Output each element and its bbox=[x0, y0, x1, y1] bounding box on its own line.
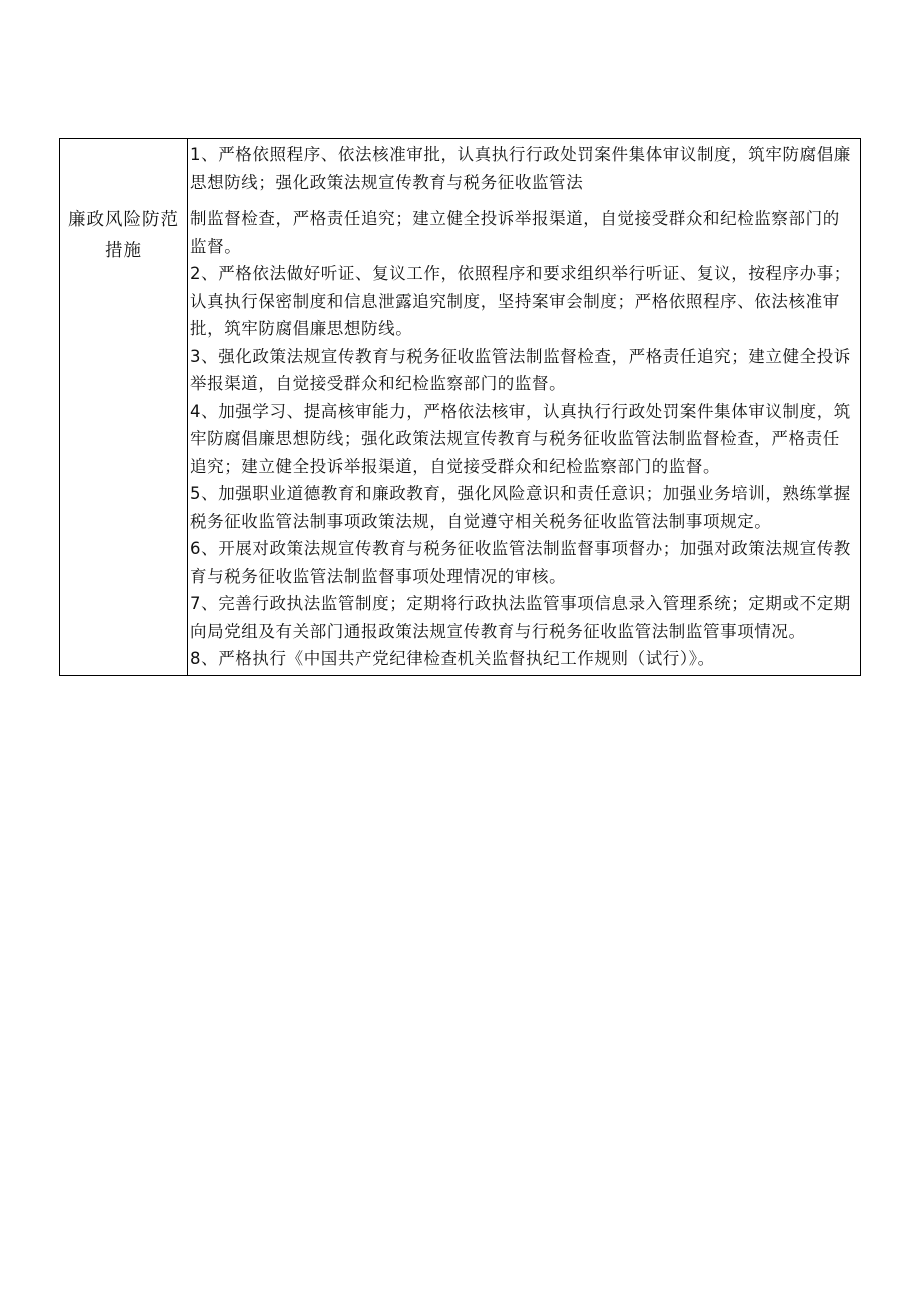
paragraph-6: 6、开展对政策法规宣传教育与税务征收监管法制监督事项督办；加强对政策法规宣传教育与税务征收监管法制监督事项处理情况的审核。 bbox=[190, 539, 851, 586]
paragraph-1a: 1、严格依照程序、依法核准审批，认真执行行政处罚案件集体审议制度，筑牢防腐倡廉思想防线；强化政策法规宣传教育与税务征收监管法 bbox=[190, 145, 851, 192]
paragraph-1b: 制监督检查，严格责任追究；建立健全投诉举报渠道，自觉接受群众和纪检监察部门的监督。 bbox=[190, 209, 840, 256]
paragraph-8: 8、严格执行《中国共产党纪律检查机关监督执纪工作规则（试行）》。 bbox=[190, 649, 715, 668]
paragraph-3: 3、强化政策法规宣传教育与税务征收监管法制监督检查，严格责任追究；建立健全投诉举报渠道，自觉接受群众和纪检监察部门的监督。 bbox=[190, 346, 851, 393]
table-row bbox=[60, 139, 861, 676]
label-cell bbox=[60, 139, 188, 676]
paragraph-2: 2、严格依法做好听证、复议工作，依照程序和要求组织举行听证、复议，按程序办事；认真执行保密制度和信息泄露追究制度，坚持案审会制度；严格依照程序、依法核准审批，筑牢防腐倡廉思想防线。 bbox=[190, 264, 851, 338]
row-label: 廉政风险防范措施 bbox=[68, 210, 179, 261]
paragraph-7: 7、完善行政执法监管制度；定期将行政执法监管事项信息录入管理系统；定期或不定期向局党组及有关部门通报政策法规宣传教育与行税务征收监管法制监管事项情况。 bbox=[190, 594, 851, 641]
measures-table bbox=[59, 138, 861, 676]
content-cell bbox=[188, 139, 861, 676]
paragraph-4: 4、加强学习、提高核审能力，严格依法核审，认真执行行政处罚案件集体审议制度，筑牢防腐倡廉思想防线；强化政策法规宣传教育与税务征收监管法制监督检查，严格责任追究；建立健全投诉举报渠道，自觉接受群众和纪检监察部门的监督。 bbox=[190, 401, 851, 476]
paragraph-5: 5、加强职业道德教育和廉政教育，强化风险意识和责任意识；加强业务培训，熟练掌握税务征收监管法制事项政策法规，自觉遵守相关税务征收监管法制事项规定。 bbox=[190, 484, 851, 531]
